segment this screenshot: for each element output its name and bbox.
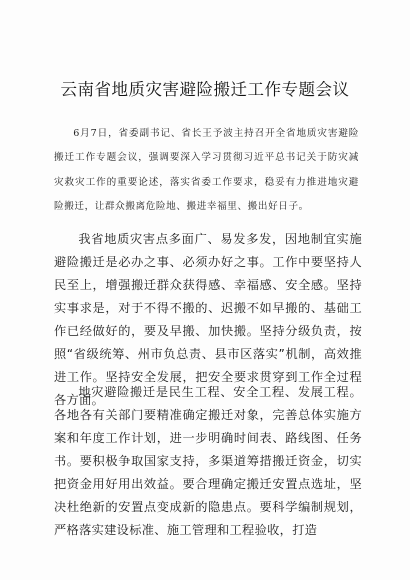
summary-paragraph: 6月7日，省委副书记、省长王予波主持召开全省地质灾害避险搬迁工作专题会议，强调要深入学习贯彻习近平总书记关于防灾减灾救灾工作的重要论述，落实省委工作要求，稳妥有力推进地灾避险搬迁，让群众搬离危险地、搬进幸福里、搬出好日子。 [54,128,359,213]
document-title: 云南省地质灾害避险搬迁工作专题会议 [60,80,350,99]
body-paragraph-1: 我省地质灾害点多面广、易发多发，因地制宜实施避险搬迁是必办之事、必须办好之事。工作中要坚持人民至上，增强搬迁群众获得感、幸福感、安全感。坚持实事求是，对于不得不搬的、迟搬不如早搬的、基础工作已经做好的，要及早搬、加快搬。坚持分级负责，按照“省级统筹、州市负总责、县市区落实”机制，高效推进工作。坚持安全发展，把安全要求贯穿到工作全过程各方面。 [54,232,362,407]
body-paragraph-2: 地灾避险搬迁是民生工程、安全工程、发展工程。各地各有关部门要精准确定搬迁对象，完善总体实施方案和年度工作计划，进一步明确时间表、路线图、任务书。要积极争取国家支持，多渠道筹措搬迁资金，切实把资金用好用出效益。要合理确定搬迁安置点选址，坚决杜绝新的安置点变成新的隐患点。要科学编制规划，严格落实建设标准、施工管理和工程验收，打造 [54,385,362,537]
